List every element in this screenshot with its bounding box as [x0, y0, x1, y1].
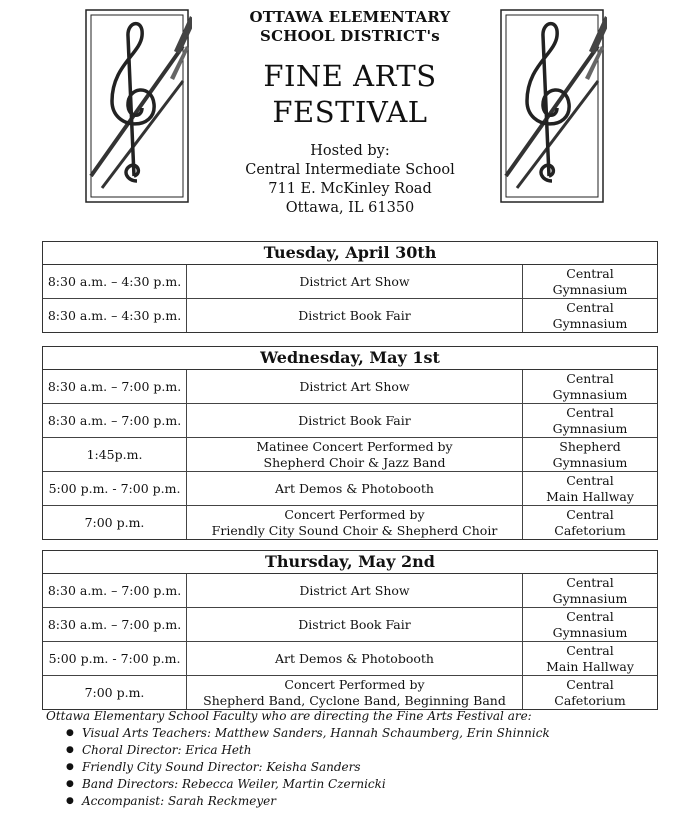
time-cell: 8:30 a.m. – 7:00 p.m. — [43, 574, 187, 607]
time-cell: 5:00 p.m. - 7:00 p.m. — [43, 472, 187, 505]
time-cell: 8:30 a.m. – 7:00 p.m. — [43, 608, 187, 641]
location-cell: Central Gymnasium — [552, 574, 628, 606]
hosted-by-label: Hosted by: — [310, 143, 390, 159]
schedule-row — [43, 676, 657, 709]
schedule-row — [43, 370, 657, 404]
schedule-row — [43, 642, 657, 676]
location-cell: Central Main Hallway — [546, 472, 634, 504]
location-cell: Central Gymnasium — [552, 608, 628, 640]
location-cell: Central Gymnasium — [552, 265, 628, 297]
festival-title — [200, 58, 500, 130]
time-cell: 8:30 a.m. – 4:30 p.m. — [43, 299, 187, 332]
treble-clef-paintbrush-logo — [497, 6, 607, 206]
event-cell: Matinee Concert Performed by Shepherd Choir & Jazz Band — [187, 438, 523, 471]
org-line-2: SCHOOL DISTRICT's — [260, 27, 440, 45]
location-cell: Central Gymnasium — [552, 370, 628, 402]
schedule-day-2 — [42, 346, 658, 540]
treble-clef-paintbrush-logo — [82, 6, 192, 206]
schedule-row — [43, 574, 657, 608]
title-line-2: FESTIVAL — [272, 95, 428, 129]
list-item: ● Accompanist: Sarah Reckmeyer — [66, 793, 666, 810]
host-school: Central Intermediate School — [245, 162, 455, 178]
event-cell: Art Demos & Photobooth — [187, 472, 523, 505]
faculty-list — [46, 708, 666, 810]
location-cell: Central Cafetorium — [554, 676, 626, 708]
location-cell: Central Main Hallway — [546, 642, 634, 674]
schedule-row — [43, 506, 657, 539]
location-cell: Central Gymnasium — [552, 404, 628, 436]
time-cell: 7:00 p.m. — [43, 676, 187, 709]
time-cell: 5:00 p.m. - 7:00 p.m. — [43, 642, 187, 675]
time-cell: 8:30 a.m. – 4:30 p.m. — [43, 265, 187, 298]
host-city: Ottawa, IL 61350 — [285, 200, 415, 216]
time-cell: 7:00 p.m. — [43, 506, 187, 539]
list-item: ● Choral Director: Erica Heth — [66, 742, 666, 759]
day-heading: Tuesday, April 30th — [43, 242, 657, 265]
event-cell: District Art Show — [187, 370, 523, 403]
event-cell: District Art Show — [187, 265, 523, 298]
faculty-items — [46, 725, 666, 810]
org-line-1: OTTAWA ELEMENTARY — [249, 8, 451, 26]
time-cell: 1:45p.m. — [43, 438, 187, 471]
location-cell: Shepherd Gymnasium — [552, 438, 628, 470]
event-cell: District Book Fair — [187, 404, 523, 437]
host-info — [200, 142, 500, 218]
schedule-row — [43, 608, 657, 642]
schedule-row — [43, 265, 657, 299]
event-cell: Art Demos & Photobooth — [187, 642, 523, 675]
schedule-day-1 — [42, 241, 658, 333]
list-item: ● Band Directors: Rebecca Weiler, Martin Czernicki — [66, 776, 666, 793]
list-item: ● Friendly City Sound Director: Keisha Sanders — [66, 759, 666, 776]
event-cell: District Book Fair — [187, 299, 523, 332]
time-cell: 8:30 a.m. – 7:00 p.m. — [43, 404, 187, 437]
schedule-day-3 — [42, 550, 658, 710]
event-cell: District Book Fair — [187, 608, 523, 641]
schedule-row — [43, 299, 657, 332]
event-header — [200, 8, 500, 218]
time-cell: 8:30 a.m. – 7:00 p.m. — [43, 370, 187, 403]
event-cell: District Art Show — [187, 574, 523, 607]
org-name — [200, 8, 500, 46]
list-item: ● Visual Arts Teachers: Matthew Sanders, Hannah Schaumberg, Erin Shinnick — [66, 725, 666, 742]
event-cell: Concert Performed by Shepherd Band, Cyclone Band, Beginning Band — [187, 676, 523, 709]
schedule-row — [43, 438, 657, 472]
title-line-1: FINE ARTS — [263, 59, 437, 93]
day-heading: Wednesday, May 1st — [43, 347, 657, 370]
location-cell: Central Cafetorium — [554, 506, 626, 538]
schedule-row — [43, 472, 657, 506]
day-heading: Thursday, May 2nd — [43, 551, 657, 574]
location-cell: Central Gymnasium — [552, 299, 628, 331]
schedule-row — [43, 404, 657, 438]
host-street: 711 E. McKinley Road — [268, 181, 432, 197]
event-cell: Concert Performed by Friendly City Sound Choir & Shepherd Choir — [187, 506, 523, 539]
faculty-intro: Ottawa Elementary School Faculty who are directing the Fine Arts Festival are: — [46, 709, 532, 723]
